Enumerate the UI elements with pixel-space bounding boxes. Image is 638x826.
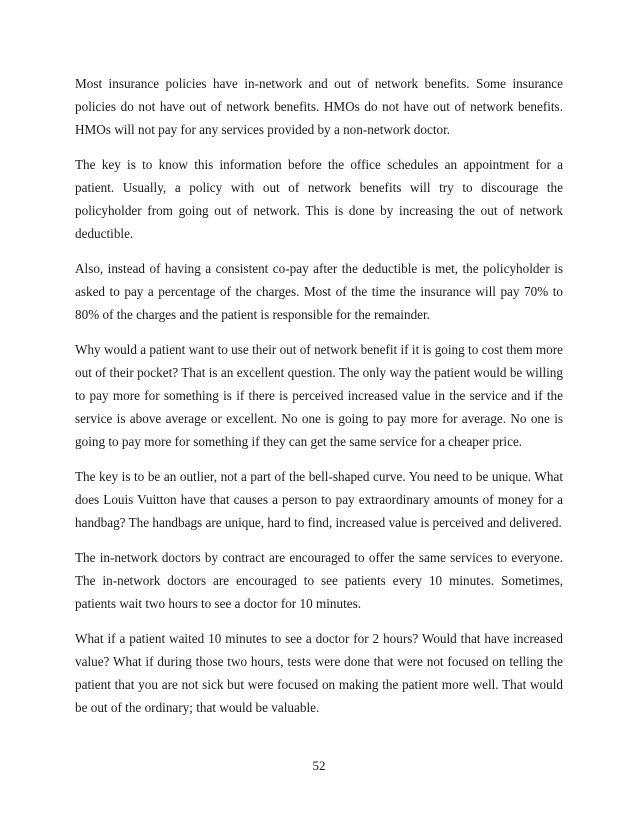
paragraph: The key is to be an outlier, not a part of the bell-shaped curve. You need to be unique. What does Louis Vuitton have that causes a person to pay extraordinary amounts of money for a handbag? The handbags are unique, hard to find, increased value is perceived and delivered. <box>75 469 563 530</box>
paragraph: Why would a patient want to use their out of network benefit if it is going to cost them more out of their pocket? That is an excellent question. The only way the patient would be willing to pay more for something is if there is perceived increased value in the service and if the service is above average or excellent. No one is going to pay more for average. No one is going to pay more for something if they can get the same service for a cheaper price. <box>75 342 563 449</box>
paragraph: The in-network doctors by contract are encouraged to offer the same services to everyone. The in-network doctors are encouraged to see patients every 10 minutes. Sometimes, patients wait two hours to see a doctor for 10 minutes. <box>75 550 563 611</box>
page-body <box>75 72 563 731</box>
page-number: 52 <box>312 758 326 773</box>
paragraph: Also, instead of having a consistent co-pay after the deductible is met, the policyholder is asked to pay a percentage of the charges. Most of the time the insurance will pay 70% to 80% of the charges and the patient is responsible for the remainder. <box>75 261 563 322</box>
paragraph: The key is to know this information before the office schedules an appointment for a patient. Usually, a policy with out of network benefits will try to discourage the policyholder from going out of network. This is done by increasing the out of network deductible. <box>75 157 563 241</box>
paragraph: What if a patient waited 10 minutes to see a doctor for 2 hours? Would that have increased value? What if during those two hours, tests were done that were not focused on telling the patient that you are not sick but were focused on making the patient more well. That would be out of the ordinary; that would be valuable. <box>75 631 563 715</box>
paragraph: Most insurance policies have in-network and out of network benefits. Some insurance policies do not have out of network benefits. HMOs do not have out of network benefits. HMOs will not pay for any services provided by a non-network doctor. <box>75 76 563 137</box>
